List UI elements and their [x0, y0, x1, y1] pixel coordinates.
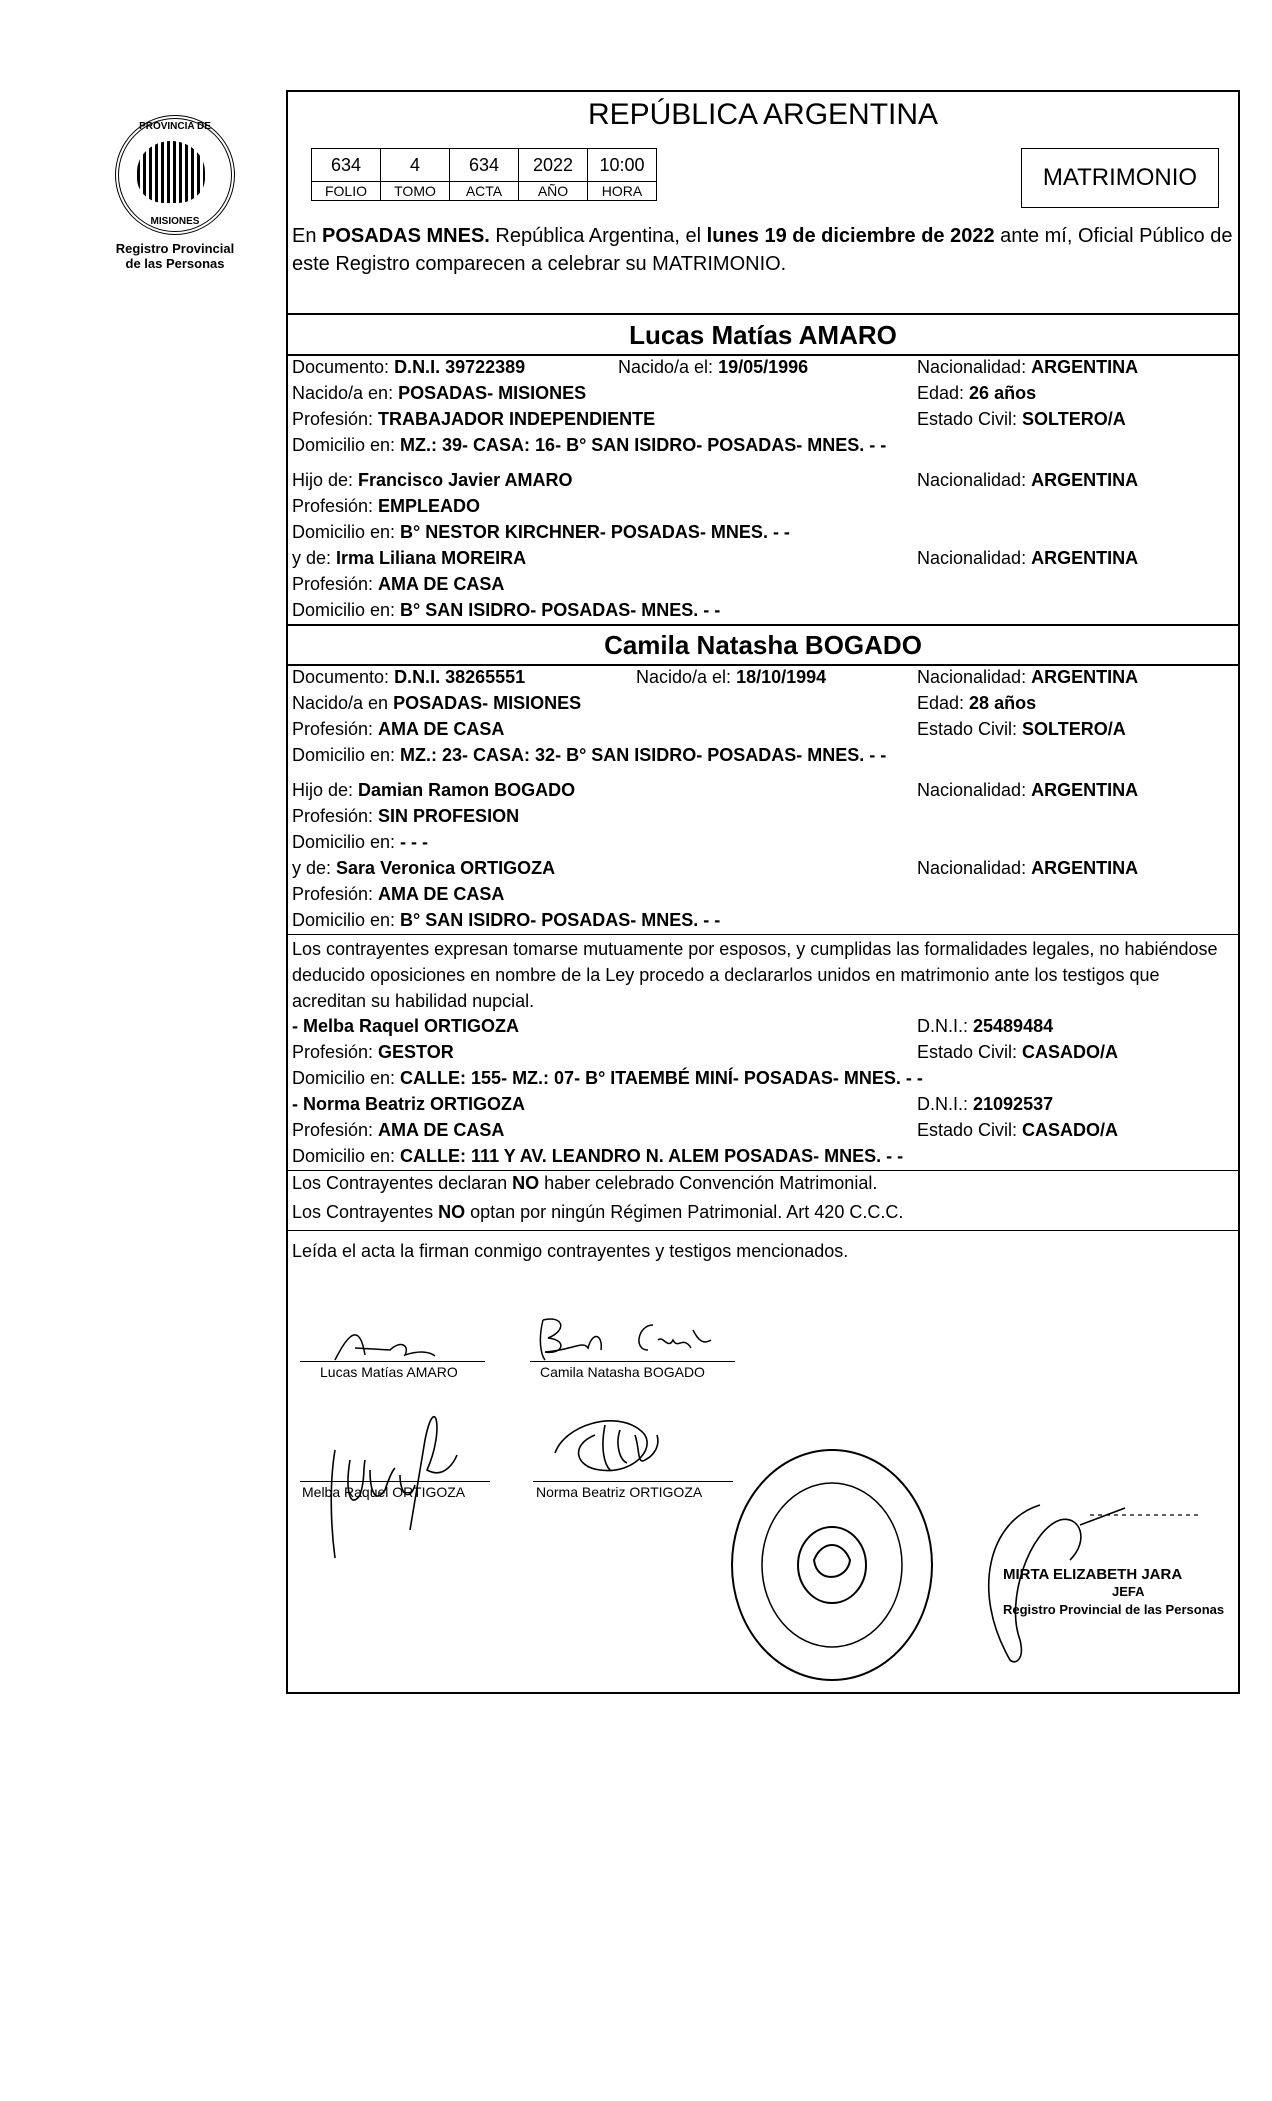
bride-address [292, 745, 886, 766]
value: Damian Ramon BOGADO [358, 780, 576, 800]
label: Estado Civil: [917, 719, 1023, 739]
label: Edad: [917, 693, 970, 713]
value: - - - [400, 832, 429, 852]
official-name: MIRTA ELIZABETH JARA [1003, 1566, 1183, 1583]
label: Nacionalidad: [917, 357, 1032, 377]
groom-birth [618, 357, 808, 378]
value: CALLE: 111 Y AV. LEANDRO N. ALEM POSADAS- MNES. - - [400, 1146, 904, 1166]
divider [288, 313, 1238, 315]
country-title: REPÚBLICA ARGENTINA [587, 98, 939, 131]
regime-statement [292, 1202, 903, 1223]
signature-line [533, 1481, 733, 1482]
bride-mother-nationality [917, 858, 1138, 879]
value: AMA DE CASA [378, 719, 505, 739]
groom-nationality [917, 357, 1138, 378]
logo-label-2: de las Personas [125, 256, 225, 271]
label: Nacionalidad: [917, 470, 1032, 490]
value: TRABAJADOR INDEPENDIENTE [378, 409, 656, 429]
declaration-paragraph: Los contrayentes expresan tomarse mutuamente por esposos, y cumplidas las formalidades legales, no habiéndose deducido oposiciones en nombre de la Ley procedo a declararlos unidos en matrimonio ante los testigos que acreditan su habilidad nupcial. [292, 939, 1218, 1011]
bride-father [292, 780, 575, 801]
groom-profession [292, 409, 655, 430]
label: Profesión: [292, 496, 379, 516]
bride-mother-address [292, 910, 720, 931]
witness1-signature-icon [315, 1390, 475, 1560]
bride-mother [292, 858, 555, 879]
official-organization: Registro Provincial de las Personas [1003, 1602, 1225, 1617]
groom-signature-label: Lucas Matías AMARO [320, 1364, 458, 1380]
groom-birthplace [292, 383, 586, 404]
bride-profession [292, 719, 504, 740]
value: GESTOR [378, 1042, 454, 1062]
value: CALLE: 155- MZ.: 07- B° ITAEMBÉ MINÍ- POSADAS- MNES. - - [400, 1068, 923, 1088]
groom-age [917, 383, 1036, 404]
tomo-label: TOMO [381, 182, 450, 201]
value: 19/05/1996 [718, 357, 809, 377]
folio-value: 634 [312, 149, 381, 182]
witness1-profession [292, 1042, 454, 1063]
text: haber celebrado Convención Matrimonial. [539, 1173, 878, 1193]
signature-line [300, 1481, 490, 1482]
label: Domicilio en: [292, 435, 401, 455]
witness1-address [292, 1068, 923, 1089]
label: Nacionalidad: [917, 667, 1032, 687]
bride-nationality [917, 667, 1138, 688]
text: Los Contrayentes [292, 1202, 439, 1222]
value: - Norma Beatriz ORTIGOZA [292, 1094, 526, 1114]
official-role: JEFA [1112, 1584, 1145, 1599]
value: D.N.I. 38265551 [394, 667, 526, 687]
hora-label: HORA [588, 182, 657, 201]
closing-text: Leída el acta la firman conmigo contrayentes y testigos mencionados. [292, 1241, 849, 1261]
label: Documento: [292, 667, 395, 687]
signature-line [300, 1361, 485, 1362]
value: B° SAN ISIDRO- POSADAS- MNES. - - [400, 600, 721, 620]
logo-label-1: Registro Provincial [115, 241, 235, 256]
label: Profesión: [292, 409, 379, 429]
value: 25489484 [973, 1016, 1054, 1036]
label: Nacido/a en [292, 693, 394, 713]
value: ARGENTINA [1031, 780, 1139, 800]
value: - Melba Raquel ORTIGOZA [292, 1016, 520, 1036]
witness2-profession [292, 1120, 504, 1141]
label: Profesión: [292, 1042, 379, 1062]
intro-paragraph [292, 222, 1237, 278]
label: Estado Civil: [917, 1042, 1023, 1062]
label: Profesión: [292, 1120, 379, 1140]
registry-stamp-icon [722, 1440, 942, 1690]
acta-label: ACTA [450, 182, 519, 201]
value: ARGENTINA [1031, 470, 1139, 490]
divider [288, 624, 1238, 626]
value: 28 años [969, 693, 1037, 713]
bride-name-heading: Camila Natasha BOGADO [604, 630, 922, 660]
label: Nacido/a el: [636, 667, 737, 687]
label: Profesión: [292, 719, 379, 739]
bride-doc [292, 667, 525, 688]
groom-address [292, 435, 886, 456]
groom-name-heading: Lucas Matías AMARO [629, 320, 897, 350]
groom-mother-profession [292, 574, 504, 595]
acta-value: 634 [450, 149, 519, 182]
text: NO [512, 1173, 540, 1193]
groom-civil [917, 409, 1126, 430]
value: AMA DE CASA [378, 1120, 505, 1140]
intro-text-3: ante mí, Oficial Público de este Registro comparecen a celebrar su MATRIMONIO. [292, 225, 1233, 275]
tomo-value: 4 [381, 149, 450, 182]
bride-father-profession [292, 806, 519, 827]
label: Estado Civil: [917, 409, 1023, 429]
intro-text-2: República Argentina, el [489, 225, 707, 247]
divider [288, 1170, 1238, 1171]
bride-signature-icon [533, 1310, 733, 1365]
label: Nacionalidad: [917, 858, 1032, 878]
seal-bottom-text: MISIONES [150, 216, 200, 227]
label: Hijo de: [292, 470, 359, 490]
bride-civil [917, 719, 1126, 740]
value: POSADAS- MISIONES [393, 693, 582, 713]
label: Edad: [917, 383, 970, 403]
divider [288, 1230, 1238, 1231]
value: SIN PROFESION [378, 806, 520, 826]
witness1-civil [917, 1042, 1118, 1063]
convention-statement [292, 1173, 877, 1194]
value: POSADAS- MISIONES [398, 383, 587, 403]
witness2-signature-label: Norma Beatriz ORTIGOZA [536, 1484, 703, 1500]
text: optan por ningún Régimen Patrimonial. Art 420 C.C.C. [465, 1202, 904, 1222]
value: MZ.: 23- CASA: 32- B° SAN ISIDRO- POSADAS- MNES. - - [400, 745, 887, 765]
label: Profesión: [292, 574, 379, 594]
value: SOLTERO/A [1022, 719, 1126, 739]
intro-text-1: En [292, 225, 323, 247]
witness2-dni [917, 1094, 1053, 1115]
label: Nacido/a el: [618, 357, 719, 377]
text: NO [438, 1202, 466, 1222]
label: Nacionalidad: [917, 780, 1032, 800]
value: B° NESTOR KIRCHNER- POSADAS- MNES. - - [400, 522, 790, 542]
divider [288, 664, 1238, 666]
bride-father-nationality [917, 780, 1138, 801]
value: ARGENTINA [1031, 548, 1139, 568]
bride-birth [636, 667, 826, 688]
witness1-dni [917, 1016, 1053, 1037]
value: ARGENTINA [1031, 667, 1139, 687]
anio-label: AÑO [519, 182, 588, 201]
value: ARGENTINA [1031, 357, 1139, 377]
groom-mother-address [292, 600, 720, 621]
witness2-address [292, 1146, 903, 1167]
bride-mother-profession [292, 884, 504, 905]
text: Los Contrayentes declaran [292, 1173, 513, 1193]
groom-father [292, 470, 572, 491]
value: EMPLEADO [378, 496, 481, 516]
label: y de: [292, 858, 337, 878]
witness2-name [292, 1094, 525, 1115]
value: SOLTERO/A [1022, 409, 1126, 429]
witness1-name [292, 1016, 519, 1037]
value: 18/10/1994 [736, 667, 827, 687]
province-seal-icon [115, 115, 235, 235]
label: Domicilio en: [292, 832, 401, 852]
witness2-civil [917, 1120, 1118, 1141]
groom-mother [292, 548, 526, 569]
value: 21092537 [973, 1094, 1054, 1114]
label: Profesión: [292, 884, 379, 904]
anio-value: 2022 [519, 149, 588, 182]
record-table [311, 148, 657, 201]
bride-signature-label: Camila Natasha BOGADO [540, 1364, 705, 1380]
value: AMA DE CASA [378, 884, 505, 904]
label: y de: [292, 548, 337, 568]
value: CASADO/A [1022, 1120, 1119, 1140]
label: Domicilio en: [292, 1146, 401, 1166]
folio-label: FOLIO [312, 182, 381, 201]
hora-value: 10:00 [588, 149, 657, 182]
value: AMA DE CASA [378, 574, 505, 594]
label: Domicilio en: [292, 600, 401, 620]
value: MZ.: 39- CASA: 16- B° SAN ISIDRO- POSADAS- MNES. - - [400, 435, 887, 455]
seal-top-text: PROVINCIA DE [139, 121, 211, 132]
label: Nacionalidad: [917, 548, 1032, 568]
label: Nacido/a en: [292, 383, 399, 403]
witness1-signature-label: Melba Raquel ORTIGOZA [302, 1484, 466, 1500]
intro-city: POSADAS MNES. [322, 225, 490, 247]
value: Francisco Javier AMARO [358, 470, 573, 490]
bride-father-address [292, 832, 428, 853]
value: D.N.I. 39722389 [394, 357, 526, 377]
registry-logo [105, 115, 245, 271]
label: Domicilio en: [292, 522, 401, 542]
groom-signature-icon [330, 1320, 440, 1370]
label: D.N.I.: [917, 1016, 974, 1036]
divider [288, 934, 1238, 935]
act-type-box: MATRIMONIO [1021, 148, 1219, 208]
label: Domicilio en: [292, 1068, 401, 1088]
official-signature-icon [950, 1490, 1210, 1690]
divider [288, 354, 1238, 356]
value: ARGENTINA [1031, 858, 1139, 878]
groom-father-address [292, 522, 790, 543]
groom-father-profession [292, 496, 480, 517]
label: Documento: [292, 357, 395, 377]
groom-doc [292, 357, 525, 378]
value: B° SAN ISIDRO- POSADAS- MNES. - - [400, 910, 721, 930]
label: Hijo de: [292, 780, 359, 800]
value: CASADO/A [1022, 1042, 1119, 1062]
groom-mother-nationality [917, 548, 1138, 569]
label: Profesión: [292, 806, 379, 826]
bride-age [917, 693, 1036, 714]
label: D.N.I.: [917, 1094, 974, 1114]
intro-date: lunes 19 de diciembre de 2022 [706, 225, 995, 247]
value: Sara Veronica ORTIGOZA [336, 858, 556, 878]
value: Irma Liliana MOREIRA [336, 548, 527, 568]
groom-father-nationality [917, 470, 1138, 491]
label: Domicilio en: [292, 745, 401, 765]
value: 26 años [969, 383, 1037, 403]
label: Estado Civil: [917, 1120, 1023, 1140]
bride-birthplace [292, 693, 581, 714]
signature-line [530, 1361, 735, 1362]
witness2-signature-icon [545, 1405, 695, 1490]
label: Domicilio en: [292, 910, 401, 930]
